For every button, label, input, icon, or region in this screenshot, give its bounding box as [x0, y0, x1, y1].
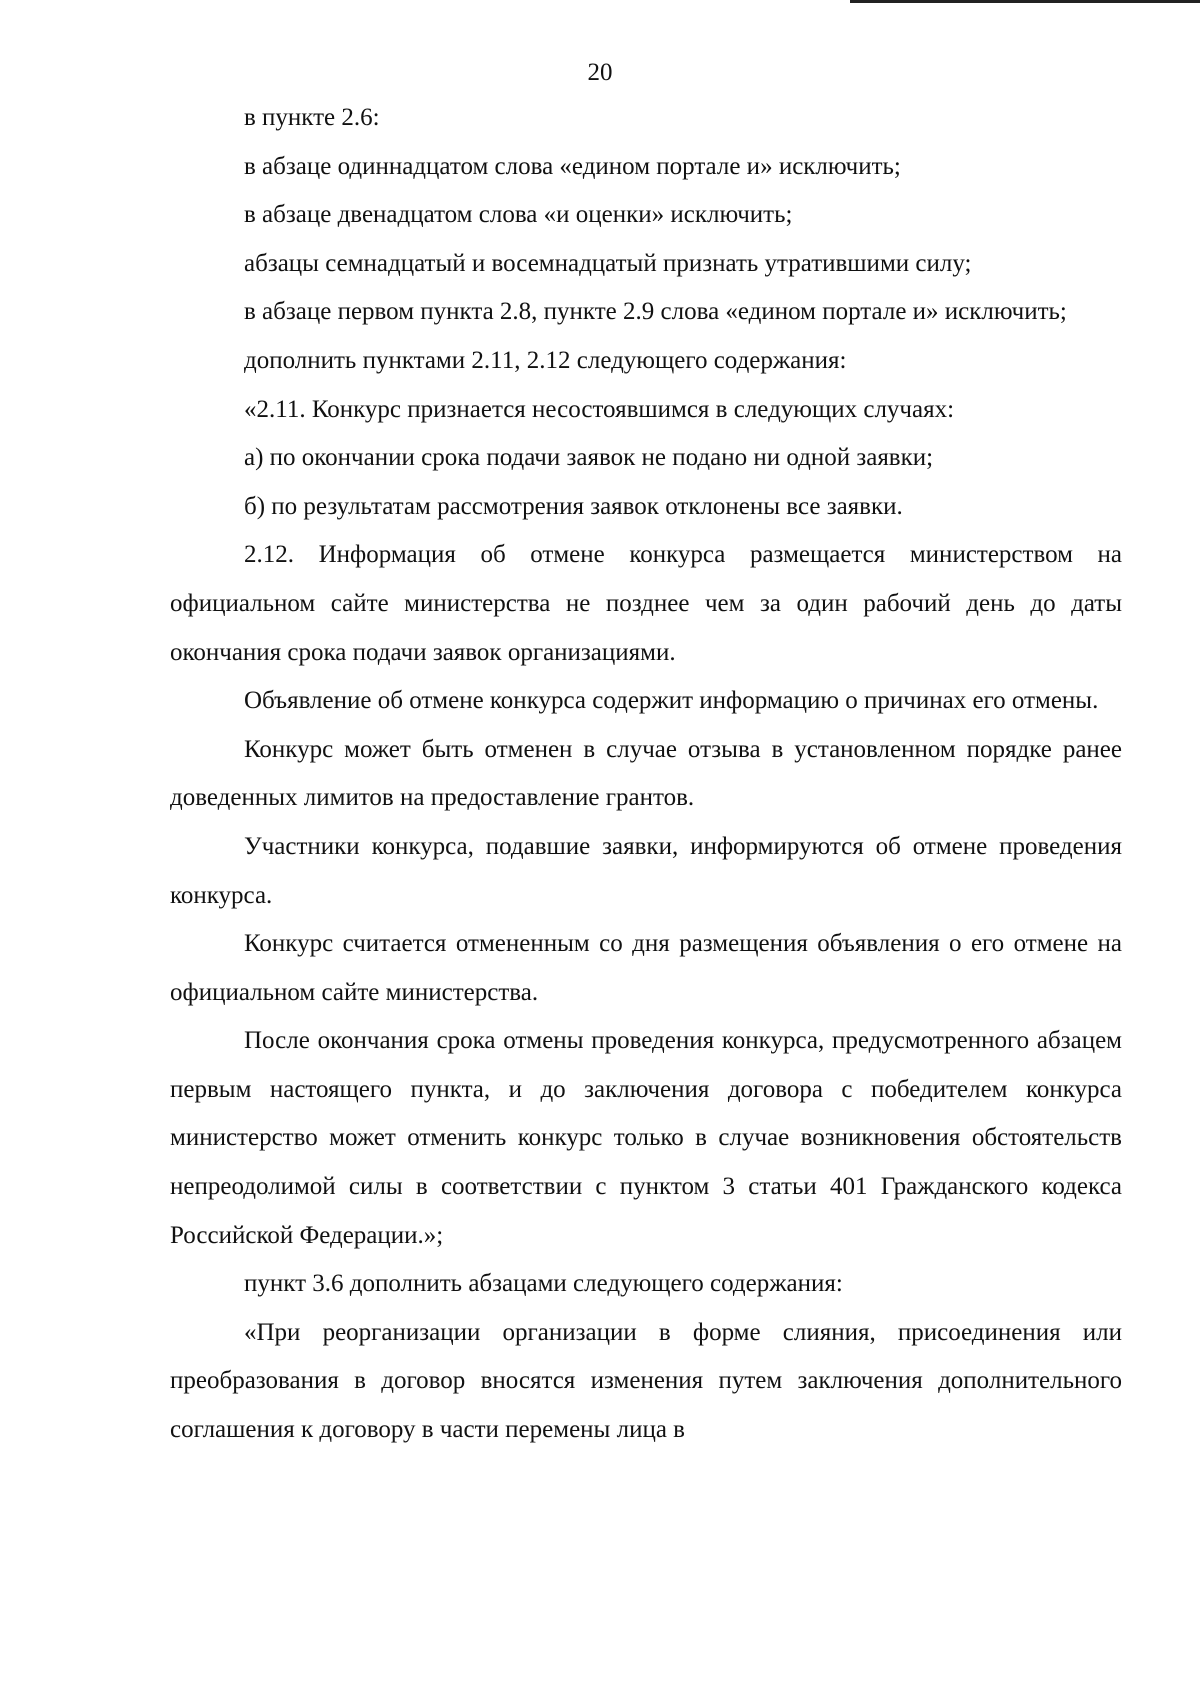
paragraph: Участники конкурса, подавшие заявки, информируются об отмене проведения конкурса.	[170, 832, 1122, 909]
paragraph: а) по окончании срока подачи заявок не подано ни одной заявки;	[244, 444, 934, 472]
paragraph: дополнить пунктами 2.11, 2.12 следующего содержания:	[244, 346, 847, 374]
page-number: 20	[587, 59, 613, 86]
paragraph: Объявление об отмене конкурса содержит информацию о причинах его отмены.	[244, 687, 1099, 715]
paragraph: пункт 3.6 дополнить абзацами следующего содержания:	[244, 1270, 843, 1298]
paragraph: в абзаце первом пункта 2.8, пункте 2.9 слова «едином портале и» исключить;	[244, 298, 1067, 326]
paragraph: абзацы семнадцатый и восемнадцатый признать утратившими силу;	[244, 249, 972, 277]
paragraph: «2.11. Конкурс признается несостоявшимся в следующих случаях:	[244, 395, 955, 423]
paragraph: б) по результатам рассмотрения заявок отклонены все заявки.	[244, 492, 903, 520]
paragraph: Конкурс может быть отменен в случае отзыва в установленном порядке ранее доведенных лимитов на предоставление грантов.	[170, 735, 1122, 812]
paragraph: 2.12. Информация об отмене конкурса размещается министерством на официальном сайте министерства не позднее чем за один рабочий день до даты окончания срока подачи заявок организациями.	[170, 541, 1122, 666]
document-body	[170, 94, 1122, 1455]
paragraph: в абзаце двенадцатом слова «и оценки» исключить;	[244, 201, 793, 229]
paragraph: в абзаце одиннадцатом слова «едином портале и» исключить;	[244, 152, 901, 180]
paragraph: Конкурс считается отмененным со дня размещения объявления о его отмене на официальном сайте министерства.	[170, 930, 1122, 1006]
paragraph: После окончания срока отмены проведения конкурса, предусмотренного абзацем первым настоящего пункта, и до заключения договора с победителем конкурса министерство может отменить конкурс только в случае возникновения обстоятельств непреодолимой силы в соответствии с пунктом 3 статьи 401 Гражданского кодекса Российской Федерации.»;	[170, 1027, 1122, 1249]
top-edge-rule	[850, 0, 1200, 3]
paragraph: в пункте 2.6:	[244, 104, 380, 131]
paragraph: «При реорганизации организации в форме слияния, присоединения или преобразования в договор вносятся изменения путем заключения дополнительного соглашения к договору в части перемены лица в	[170, 1318, 1122, 1444]
